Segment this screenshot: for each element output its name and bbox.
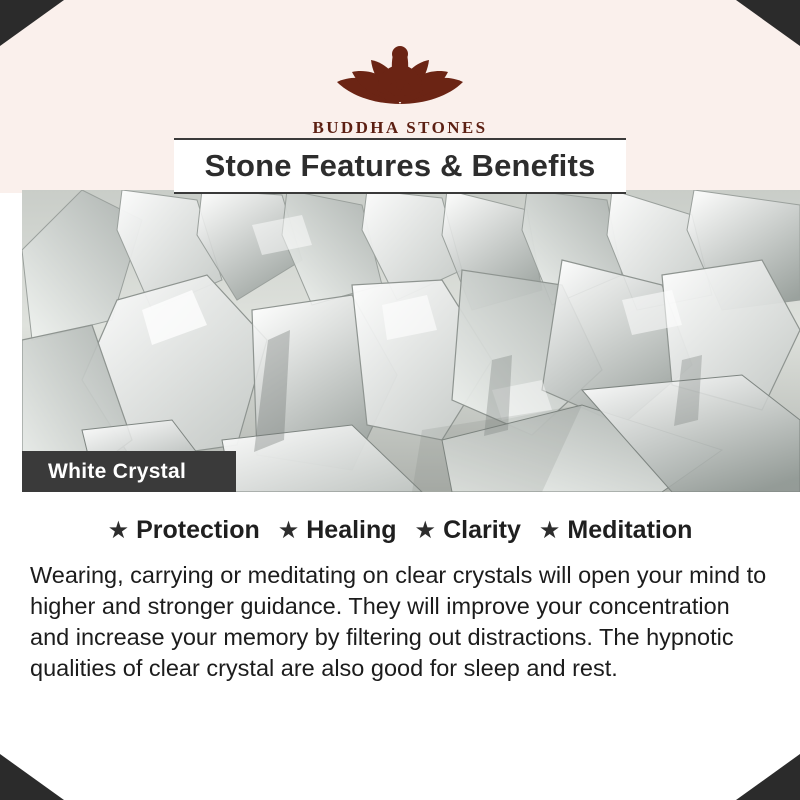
corner-decoration-bottom-right — [736, 754, 800, 800]
brand-name: BUDDHA STONES — [312, 118, 488, 137]
description-text: Wearing, carrying or meditating on clear crystals will open your mind to higher and stronger guidance. They will improve your concentration and increase your memory by filtering out distractions. The hypnotic qualities of clear crystal are also good for sleep and rest. — [30, 562, 767, 681]
star-icon: ★ — [277, 516, 300, 544]
star-icon: ★ — [107, 516, 130, 544]
benefit-label: Meditation — [567, 516, 693, 544]
benefit-label: Clarity — [443, 516, 521, 544]
benefit-item — [108, 516, 260, 545]
page-title-text: Stone Features & Benefits — [204, 148, 596, 183]
page-title — [174, 138, 626, 194]
star-icon: ★ — [414, 516, 437, 544]
benefit-item — [539, 516, 693, 545]
benefit-item — [278, 516, 397, 545]
benefit-item — [415, 516, 521, 545]
hero-image — [22, 190, 800, 492]
hero-caption-text: White Crystal — [48, 459, 187, 483]
star-icon: ★ — [538, 516, 561, 544]
benefit-label: Protection — [136, 516, 260, 544]
corner-decoration-bottom-left — [0, 754, 64, 800]
lotus-meditation-icon — [0, 24, 800, 114]
brand-block — [0, 24, 800, 138]
hero-caption — [22, 451, 236, 492]
benefit-label: Healing — [306, 516, 397, 544]
benefits-row — [0, 516, 800, 545]
